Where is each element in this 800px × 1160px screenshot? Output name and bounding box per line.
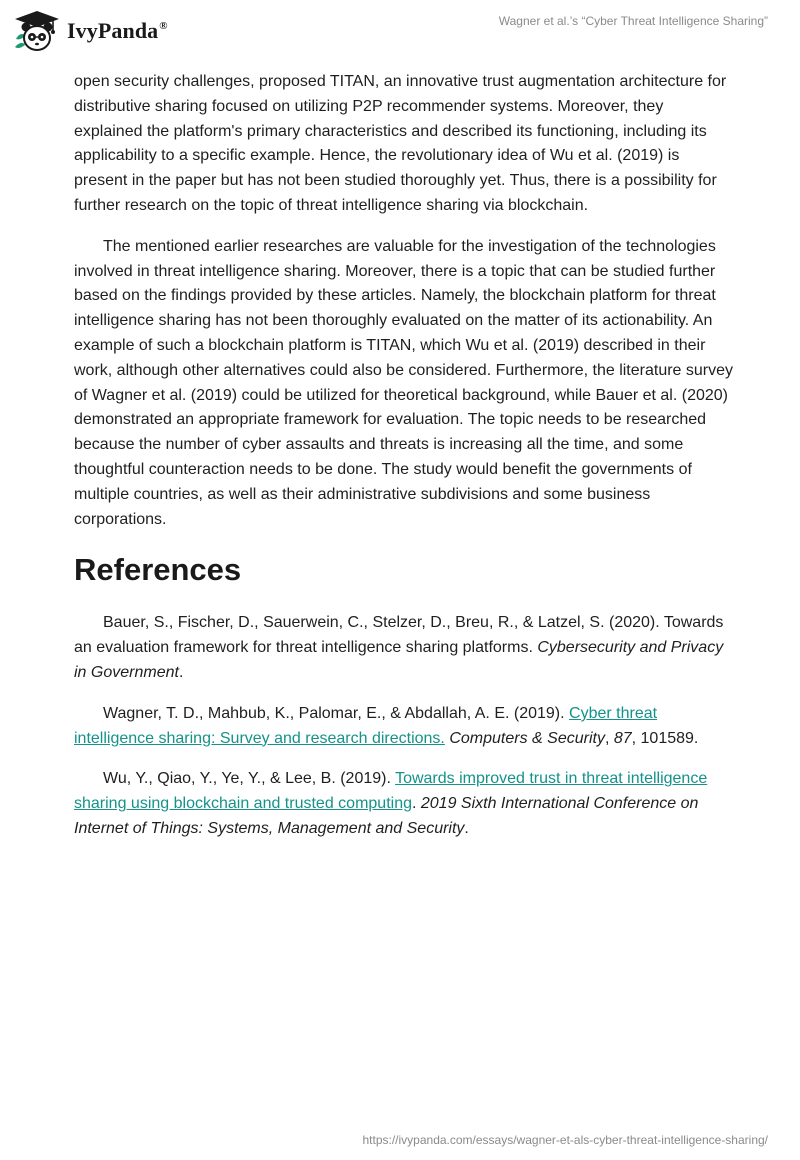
registered-mark: ® — [159, 20, 168, 32]
reference-source: 2019 Sixth International Conference on Internet of Things: Systems, Management and Security — [74, 795, 699, 837]
logo-wordmark: IvyPanda® — [67, 18, 168, 43]
footer-url[interactable]: https://ivypanda.com/essays/wagner-et-als-cyber-threat-intelligence-sharing/ — [362, 1133, 768, 1147]
reference-wu: Wu, Y., Qiao, Y., Ye, Y., & Lee, B. (2019). Towards improved trust in threat intelligence sharing using blockchain and trusted computing. 2019 Sixth International Conference on Internet of Things: Systems, Management and Security. — [74, 770, 708, 837]
references-heading: References — [74, 552, 242, 588]
essay-content — [74, 70, 734, 842]
reference-link-wagner[interactable]: Cyber threat intelligence sharing: Survey and research directions. — [74, 704, 658, 747]
panda-graduate-icon — [13, 9, 61, 53]
reference-bauer: Bauer, S., Fischer, D., Sauerwein, C., Stelzer, D., Breu, R., & Latzel, S. (2020). Towards an evaluation framework for threat intelligence sharing platforms. Cybersecurity and Privacy in Government. — [74, 614, 724, 681]
document-header-title: Wagner et al.’s “Cyber Threat Intelligence Sharing” — [498, 14, 768, 28]
reference-source: Cybersecurity and Privacy in Government — [74, 639, 724, 681]
paragraph-2: The mentioned earlier researches are valuable for the investigation of the technologies involved in threat intelligence sharing. Moreover, there is a topic that can be studied further based on the findings provided by these articles. Namely, the blockchain platform for threat intelligence sharing has not been thoroughly evaluated on the matter of its actionability. An example of such a blockchain platform is TITAN, which Wu et al. (2019) described in their work, although other alternatives could also be considered. Furthermore, the literature survey of Wagner et al. (2019) could be utilized for theoretical background, while Bauer et al. (2020) demonstrated an appropriate framework for evaluation. The topic needs to be researched because the number of cyber assaults and threats is increasing all the time, and some thoughtful counteraction needs to be done. The study would benefit the governments of multiple countries, as well as their administrative subdivisions and some business corporations. — [74, 237, 734, 528]
reference-wagner: Wagner, T. D., Mahbub, K., Palomar, E., & Abdallah, A. E. (2019). Cyber threat intelligence sharing: Survey and research directions. Computers & Security, 87, 101589. — [74, 704, 699, 747]
paragraph-1: open security challenges, proposed TITAN, an innovative trust augmentation architecture for distributive sharing focused on utilizing P2P recommender systems. Moreover, they explained the platform's primary characteristics and described its functioning, including its applicability to a specific example. Hence, the revolutionary idea of Wu et al. (2019) is present in the paper but has not been studied thoroughly yet. Thus, there is a possibility for further research on the topic of threat intelligence sharing via blockchain. — [74, 73, 727, 214]
reference-journal: Computers & Security — [449, 729, 605, 747]
reference-link-wu[interactable]: Towards improved trust in threat intelligence sharing using blockchain and trusted computing — [74, 770, 708, 813]
ivypanda-logo[interactable] — [13, 8, 168, 54]
reference-volume: 87 — [613, 729, 632, 747]
